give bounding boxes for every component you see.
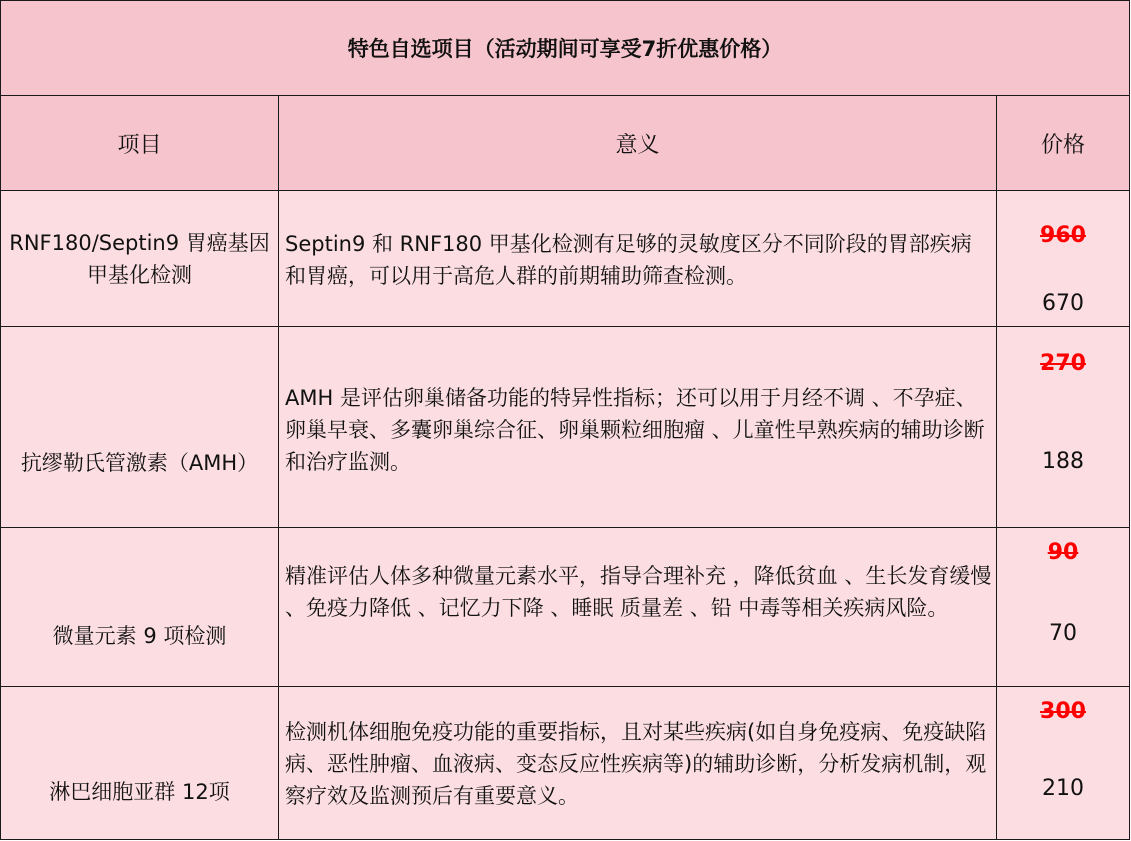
table-row-2-meaning: [278, 326, 997, 528]
row-4-discount-price: 210: [1042, 776, 1084, 801]
row-1-original-price: 960: [1040, 223, 1086, 248]
table-row-1-price: [996, 190, 1130, 327]
table-row-3-price: [996, 527, 1130, 687]
table-row-4-price: [996, 686, 1130, 840]
table-row-3-item: [0, 527, 279, 687]
row-3-meaning-text: 精准评估人体多种微量元素水平，指导合理补充 ，降低贫血 、生长发育缓慢 、免疫力降低 、记忆力下降 、睡眠 质量差 、铅 中毒等相关疾病风险。: [285, 564, 992, 620]
table-row-4-meaning: [278, 686, 997, 840]
row-4-meaning-text: 检测机体细胞免疫功能的重要指标，且对某些疾病(如自身免疫病、免疫缺陷病、恶性肿瘤、血液病、变态反应性疾病等)的辅助诊断，分析发病机制，观察疗效及监测预后有重要意义。: [285, 720, 987, 808]
table-row-3-meaning: [278, 527, 997, 687]
row-4-original-price: 300: [1040, 699, 1086, 724]
table-row-1-item: [0, 190, 279, 327]
table-title: 特色自选项目（活动期间可享受7折优惠价格）: [0, 0, 1130, 96]
table-row-4-item: [0, 686, 279, 840]
row-2-meaning-text: AMH 是评估卵巢储备功能的特异性指标；还可以用于月经不调 、不孕症、卵巢早衰、多囊卵巢综合征、卵巢颗粒细胞瘤 、儿童性早熟疾病的辅助诊断和治疗监测。: [285, 386, 985, 474]
row-3-discount-price: 70: [1049, 621, 1077, 646]
row-3-item-text: 微量元素 9 项检测: [52, 624, 227, 648]
row-1-meaning-text: Septin9 和 RNF180 甲基化检测有足够的灵敏度区分不同阶段的胃部疾病和胃癌，可以用于高危人群的前期辅助筛查检测。: [285, 232, 972, 288]
row-2-item-text: 抗缪勒氏管激素（AMH）: [20, 451, 259, 475]
header-meaning: 意义: [278, 95, 997, 191]
row-3-original-price: 90: [1047, 540, 1079, 565]
row-2-original-price: 270: [1040, 351, 1086, 376]
row-1-item-text: RNF180/Septin9 胃癌基因甲基化检测: [9, 230, 270, 287]
row-1-discount-price: 670: [1042, 291, 1084, 316]
table-row-2-price: [996, 326, 1130, 528]
table-row-2-item: [0, 326, 279, 528]
row-2-discount-price: 188: [1042, 449, 1084, 474]
header-price: 价格: [996, 95, 1130, 191]
table-row-1-meaning: [278, 190, 997, 327]
row-4-item-text: 淋巴细胞亚群 12项: [49, 780, 230, 804]
header-item: 项目: [0, 95, 279, 191]
